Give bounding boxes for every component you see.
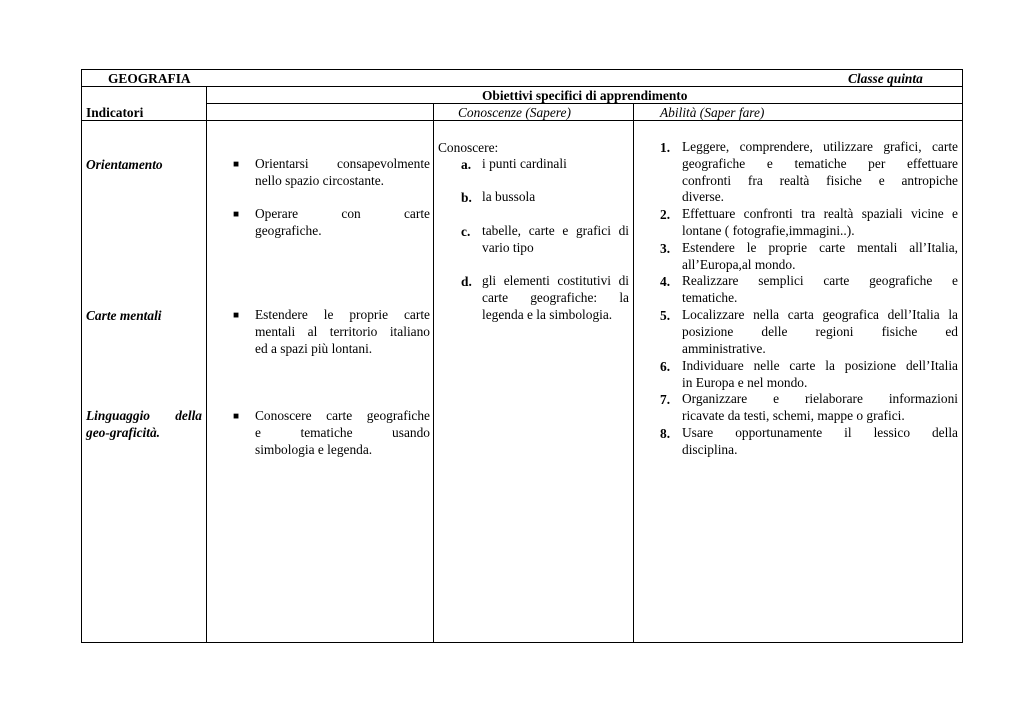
list-marker: b. xyxy=(461,190,472,205)
bullet-icon: ■ xyxy=(233,411,240,422)
column-divider xyxy=(633,103,634,643)
skill-item: Usare opportunamente il lessico della disciplina. xyxy=(682,425,958,457)
skill-item: Localizzare nella carta geografica dell’Italia la posizione delle regioni fisiche ed amministrative. xyxy=(682,307,958,356)
list-marker: 1. xyxy=(660,140,671,155)
column-divider xyxy=(433,103,434,643)
column-header-knowledge: Conoscenze (Sapere) xyxy=(458,105,571,120)
list-marker: 2. xyxy=(660,207,671,222)
list-marker: 7. xyxy=(660,392,671,407)
objective-item: Estendere le proprie carte mentali al territorio italiano ed a spazi più lontani. xyxy=(255,307,430,356)
skill-item: Estendere le proprie carte mentali all’Italia, all’Europa,al mondo. xyxy=(682,240,958,272)
knowledge-item: gli elementi costitutivi di carte geografiche: la legenda e la simbologia. xyxy=(482,273,629,322)
list-marker: a. xyxy=(461,157,472,172)
bullet-icon: ■ xyxy=(233,310,240,321)
objective-item: Operare con carte geografiche. xyxy=(255,206,430,238)
skill-item: Leggere, comprendere, utilizzare grafici, carte geografiche e tematiche per effettuare confronti fra realtà fisiche e antropiche diverse. xyxy=(682,139,958,205)
skill-item: Individuare nelle carte la posizione dell’Italia in Europa e nel mondo. xyxy=(682,358,958,390)
indicator-linguaggio: Linguaggio della geo-graficità. xyxy=(86,408,202,440)
list-marker: 8. xyxy=(660,426,671,441)
subject-title: GEOGRAFIA xyxy=(108,71,191,86)
skill-item: Realizzare semplici carte geografiche e tematiche. xyxy=(682,273,958,305)
skill-item: Organizzare e rielaborare informazioni ricavate da testi, schemi, mappe o grafici. xyxy=(682,391,958,423)
column-header-indicators: Indicatori xyxy=(86,105,144,120)
list-marker: c. xyxy=(461,224,471,239)
bullet-icon: ■ xyxy=(233,209,240,220)
list-marker: 3. xyxy=(660,241,671,256)
list-marker: 6. xyxy=(660,359,671,374)
objective-item: Orientarsi consapevolmente nello spazio circostante. xyxy=(255,156,430,188)
list-marker: d. xyxy=(461,274,472,289)
objective-item: Conoscere carte geografiche e tematiche usando simbologia e legenda. xyxy=(255,408,430,457)
knowledge-item: la bussola xyxy=(482,189,536,204)
indicator-orientamento: Orientamento xyxy=(86,157,163,172)
column-divider xyxy=(206,86,207,643)
knowledge-intro: Conoscere: xyxy=(438,140,499,155)
indicator-carte-mentali: Carte mentali xyxy=(86,308,162,323)
skill-item: Effettuare confronti tra realtà spaziali vicine e lontane ( fotografie,immagini..). xyxy=(682,206,958,238)
knowledge-item: i punti cardinali xyxy=(482,156,567,171)
knowledge-item: tabelle, carte e grafici di vario tipo xyxy=(482,223,629,255)
list-marker: 5. xyxy=(660,308,671,323)
list-marker: 4. xyxy=(660,274,671,289)
bullet-icon: ■ xyxy=(233,159,240,170)
class-label: Classe quinta xyxy=(848,71,923,86)
objectives-title: Obiettivi specifici di apprendimento xyxy=(482,88,688,103)
column-header-skills: Abilità (Saper fare) xyxy=(660,105,765,120)
